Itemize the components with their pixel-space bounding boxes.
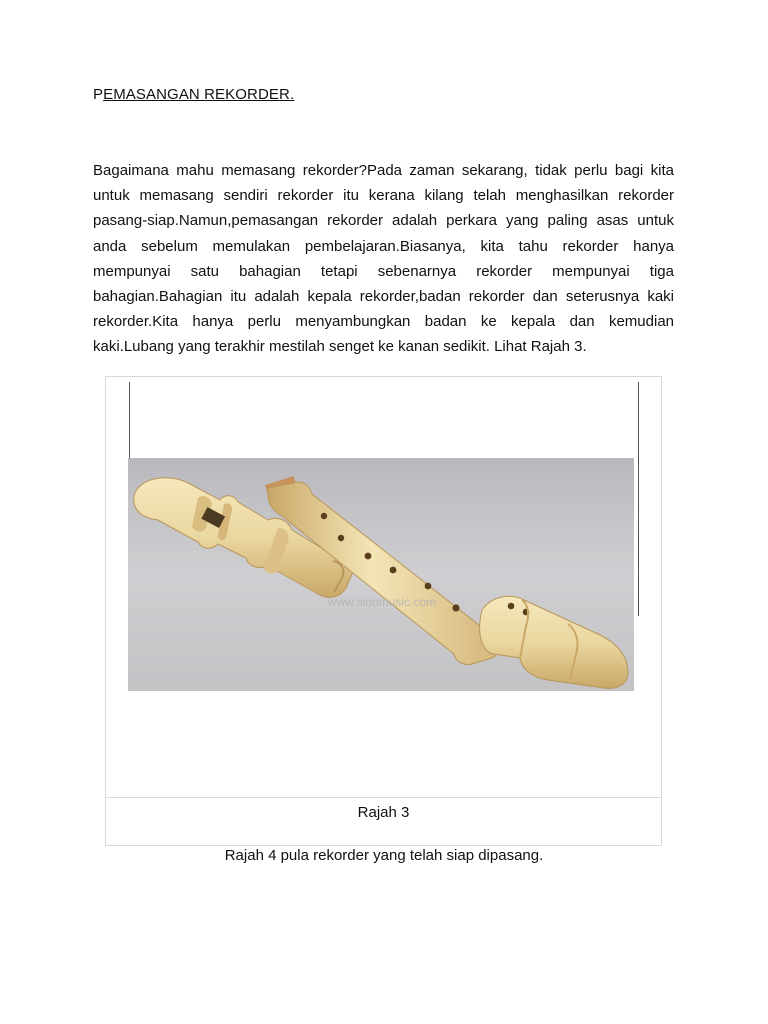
figure-image-cell [106, 377, 661, 798]
recorder-photo [128, 458, 634, 691]
figure-caption-cell [106, 798, 661, 846]
photo-watermark: www.sinomusic.com [328, 595, 437, 609]
page-title [93, 86, 294, 103]
title-underlined: EMASANGAN REKORDER. [103, 86, 295, 103]
following-text: Rajah 4 pula rekorder yang telah siap dipasang. [224, 847, 544, 864]
figure-table [105, 376, 662, 846]
figure-caption: Rajah 3 [357, 804, 410, 821]
title-first-letter: P [93, 86, 104, 103]
body-paragraph: Bagaimana mahu memasang rekorder?Pada zaman sekarang, tidak perlu bagi kita untuk memasang sendiri rekorder itu kerana kilang telah menghasilkan rekorder pasang-siap.Namun,pemasangan rekorder adalah perkara yang paling asas untuk anda sebelum memulakan pembelajaran.Biasanya, kita tahu rekorder hanya mempunyai satu bahagian tetapi sebenarnya rekorder mempunyai tiga bahagian.Bahagian itu adalah kepala rekorder,badan rekorder dan seterusnya kaki rekorder.Kita hanya perlu menyambungkan badan ke kepala dan kemudian kaki.Lubang yang terakhir mestilah senget ke kanan sedikit. Lihat Rajah 3. [93, 162, 674, 356]
